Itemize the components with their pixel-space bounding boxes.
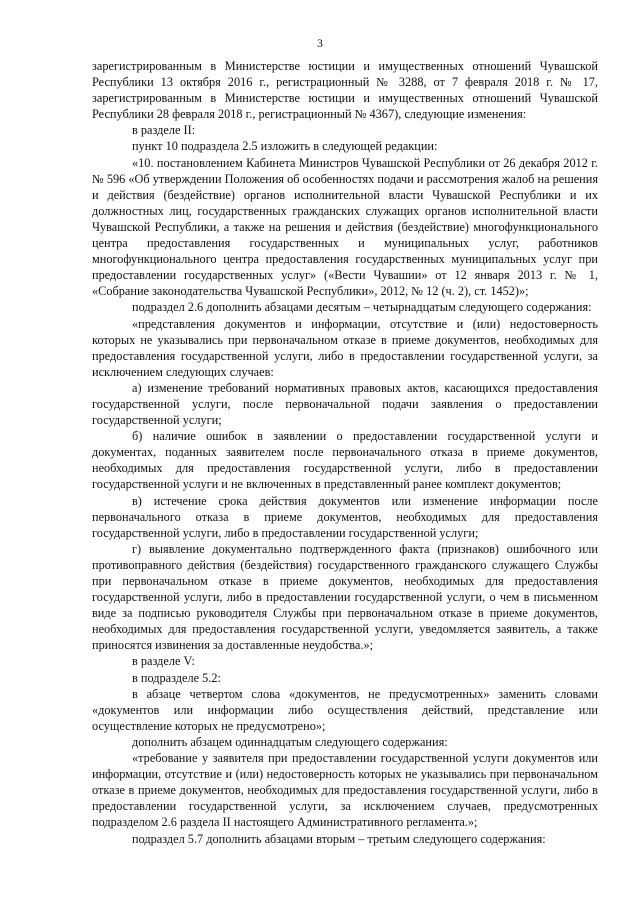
paragraph-case-b: б) наличие ошибок в заявлении о предоставлении государственной услуги и документах, поданных заявителем после первоначального отказа в приеме документов, необходимых для предоставления государственной услуги, либо в предоставлении государственной услуги и не включенных в представленный ранее комплект документов; [92,429,598,492]
paragraph-requirement: «требование у заявителя при предоставлении государственной услуги документов или информации, отсутствие и (или) недостоверность которых не указывались при первоначальном отказе в приеме документов, необходимых для предоставления государственной услуги, либо в предоставлении государственной услуги, за исключением случаев, предусмотренных подразделом 2.6 раздела II настоящего Административного регламента.»; [92,751,598,830]
paragraph-subsection-5-2: в подразделе 5.2: [132,670,221,685]
paragraph-subsection-5-7: подраздел 5.7 дополнить абзацами вторым – третьим следующего содержания: [132,831,546,846]
paragraph-section-v: в разделе V: [132,654,195,669]
paragraph-paragraph-four: в абзаце четвертом слова «документов, не предусмотренных» заменить словами «документов или информации либо осуществления действий, представление или осуществление которых не предусмотрено»; [92,686,598,733]
paragraph-registration: зарегистрированным в Министерстве юстиции и имущественных отношений Чувашской Республики 13 октября 2016 г., регистрационный № 3288, от 7 февраля 2018 г. № 17, зарегистрированным в Министерстве юстиции и имущественных отношений Чувашской Республики 28 февраля 2018 г., регистрационный № 4367), следующие изменения: [92,59,598,122]
paragraph-case-g: г) выявление документально подтвержденного факта (признаков) ошибочного или противоправного действия (бездействия) государственного гражданского служащего Службы при первоначальном отказе в приеме документов, необходимых для предоставления государственной услуги, либо в предоставлении государственной услуги, о чем в письменном виде за подписью руководителя Службы при первоначальном отказе в приеме документов, необходимых для предоставления государственной услуги, уведомляется заявитель, а также приносятся извинения за доставленные неудобства.»; [92,541,598,653]
paragraph-case-v: в) истечение срока действия документов или изменение информации после первоначального отказа в приеме документов, необходимых для предоставления государственной услуги, либо в предоставлении государственной услуги; [92,493,598,540]
paragraph-section-ii: в разделе II: [132,123,196,138]
paragraph-documents-info: «представления документов и информации, отсутствие и (или) недостоверность которых не указывались при первоначальном отказе в приеме документов, необходимых для предоставления государственной услуги, либо в предоставлении государственной услуги, за исключением следующих случаев: [92,316,598,379]
page-number: 3 [317,38,323,50]
document-body [92,58,598,847]
paragraph-resolution-596: «10. постановлением Кабинета Министров Чувашской Республики от 26 декабря 2012 г. № 596 «Об утверждении Положения об особенностях подачи и рассмотрения жалоб на решения и действия (бездействие) органов исполнительной власти Чувашской Республики и их должностных лиц, государственных гражданских служащих органов исполнительной власти Чувашской Республики, а также на решения и действия (бездействие) многофункционального центра предоставления государственных и муниципальных услуг, работников многофункционального центра предоставления государственных муниципальных услуг при предоставлении государственных услуг» («Вести Чувашии» от 12 января 2013 г. № 1, «Собрание законодательства Чувашской Республики», 2012, № 12 (ч. 2), ст. 1452)»; [92,155,598,299]
paragraph-subsection-2-6: подраздел 2.6 дополнить абзацами десятым – четырнадцатым следующего содержания: [132,300,592,315]
paragraph-item-10: пункт 10 подраздела 2.5 изложить в следующей редакции: [132,139,438,154]
paragraph-add-eleventh: дополнить абзацем одиннадцатым следующего содержания: [132,734,448,749]
paragraph-case-a: а) изменение требований нормативных правовых актов, касающихся предоставления государственной услуги, после первоначальной подачи заявления о предоставлении государственной услуги; [92,380,598,428]
